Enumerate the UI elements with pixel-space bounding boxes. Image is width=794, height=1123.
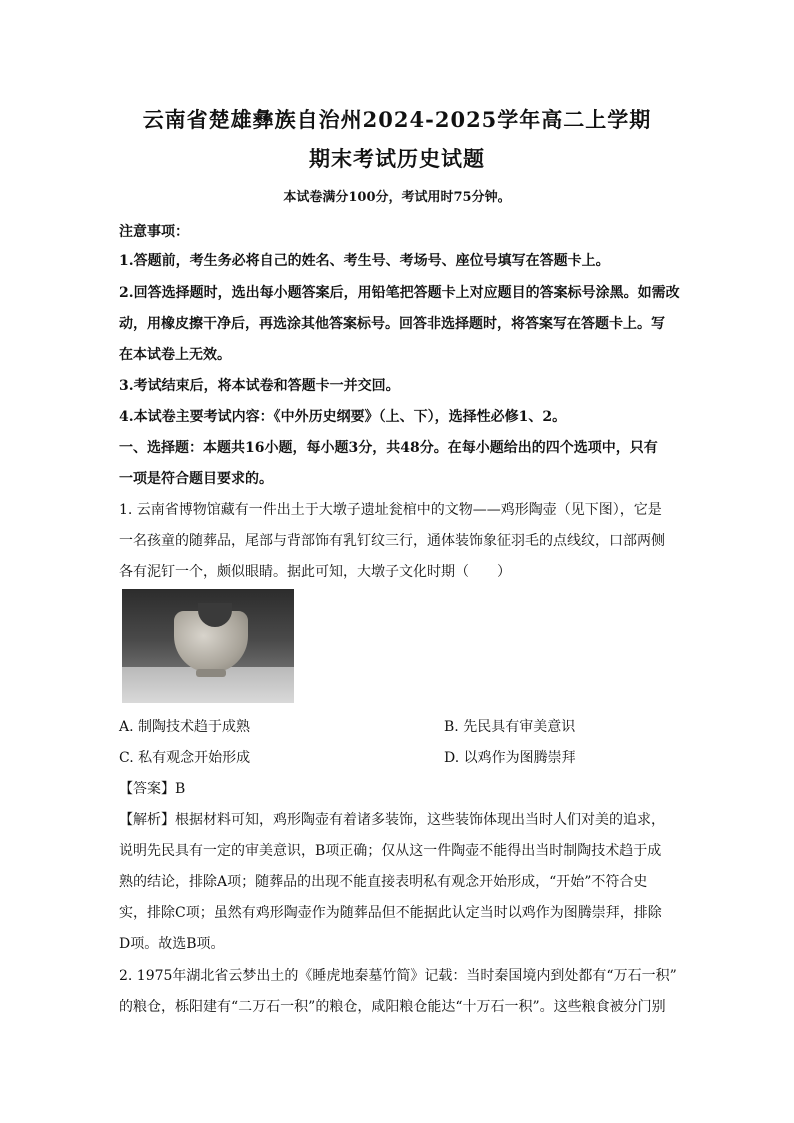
q1-answer: 【答案】B bbox=[119, 781, 186, 797]
note-item: 4.本试卷主要考试内容：《中外历史纲要》（上、下），选择性必修1、2。 bbox=[119, 409, 567, 425]
exam-title-line2: 期末考试历史试题 bbox=[309, 146, 485, 171]
note-item: 在本试卷上无效。 bbox=[119, 347, 231, 363]
note-item: 动，用橡皮擦干净后，再选涂其他答案标号。回答非选择题时，将答案写在答题卡上。写 bbox=[119, 316, 665, 332]
q1-option-a: A. 制陶技术趋于成熟 bbox=[119, 719, 251, 735]
q1-option-d: D. 以鸡作为图腾崇拜 bbox=[444, 750, 576, 766]
q1-analysis-line: D项。故选B项。 bbox=[119, 936, 225, 952]
q2-stem-line: 的粮仓，栎阳建有“二万石一积”的粮仓，咸阳粮仓能达“十万石一积”。这些粮食被分门别 bbox=[119, 999, 666, 1015]
q1-option-c: C. 私有观念开始形成 bbox=[119, 750, 251, 766]
pot-foot bbox=[196, 669, 226, 677]
pottery-photo bbox=[122, 589, 294, 703]
section-heading-line2: 一项是符合题目要求的。 bbox=[119, 471, 273, 487]
q1-stem-line: 各有泥钉一个，颇似眼睛。据此可知，大墩子文化时期（ ） bbox=[119, 564, 511, 580]
q1-analysis-line: 熟的结论，排除A项；随葬品的出现不能直接表明私有观念开始形成，“开始”不符合史 bbox=[119, 874, 648, 890]
q1-stem-line: 1. 云南省博物馆藏有一件出土于大墩子遗址瓮棺中的文物——鸡形陶壶（见下图），它是 bbox=[119, 502, 662, 518]
exam-title-line1: 云南省楚雄彝族自治州2024-2025学年高二上学期 bbox=[142, 107, 652, 132]
q1-analysis-line: 实，排除C项；虽然有鸡形陶壶作为随葬品但不能据此认定当时以鸡作为图腾崇拜，排除 bbox=[119, 905, 662, 921]
note-item: 3.考试结束后，将本试卷和答题卡一并交回。 bbox=[119, 378, 400, 394]
q2-stem-line: 2. 1975年湖北省云梦出土的《睡虎地秦墓竹简》记载：当时秦国境内到处都有“万石一积” bbox=[119, 968, 677, 984]
q1-option-b: B. 先民具有审美意识 bbox=[444, 719, 576, 735]
section-heading-line1: 一、选择题：本题共16小题，每小题3分，共48分。在每小题给出的四个选项中，只有 bbox=[119, 440, 658, 456]
exam-subtitle: 本试卷满分100分，考试用时75分钟。 bbox=[283, 190, 511, 205]
note-item: 1.答题前，考生务必将自己的姓名、考生号、考场号、座位号填写在答题卡上。 bbox=[119, 253, 610, 269]
q1-analysis-line: 【解析】根据材料可知，鸡形陶壶有着诸多装饰，这些装饰体现出当时人们对美的追求， bbox=[119, 812, 665, 828]
q1-analysis-line: 说明先民具有一定的审美意识，B项正确；仅从这一件陶壶不能得出当时制陶技术趋于成 bbox=[119, 843, 662, 859]
q1-stem-line: 一名孩童的随葬品，尾部与背部饰有乳钉纹三行，通体装饰象征羽毛的点线纹，口部两侧 bbox=[119, 533, 665, 549]
note-item: 2.回答选择题时，选出每小题答案后，用铅笔把答题卡上对应题目的答案标号涂黑。如需改 bbox=[119, 285, 680, 301]
notes-heading: 注意事项： bbox=[119, 224, 189, 240]
